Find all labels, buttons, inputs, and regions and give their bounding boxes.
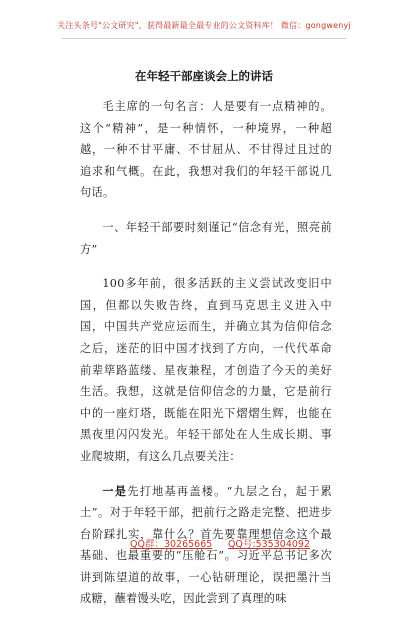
paragraph-intro: 毛主席的一句名言：人是要有一点精神的。这个“精神”，是一种情怀，一种境界，一种超越，一种不甘平庸、不甘屈从、不甘得过且过的追求和气概。在此，我想对我们的年轻干部说几句话。 xyxy=(80,100,332,200)
footer-qq-number[interactable]: QQ号:535304092 xyxy=(227,539,310,550)
paragraph-history: 100多年前，很多活跃的主义尝试改变旧中国，但都以失败告终，直到马克思主义进入中国，中国共产党应运而生，并确立其为信仰信念之后，迷茫的旧中国才找到了方向，一代代革命前辈筚路蓝缕、星夜兼程，才创造了今天的美好生活。我想，这就是信仰信念的力量，它是前行中的一座灯塔，既能在阳光下熠熠生辉，也能在黑夜里闪闪发光。年轻干部处在人生成长期、事业爬坡期，有这么几点要关注： xyxy=(80,277,332,463)
header-divider xyxy=(62,38,346,39)
point-lead-label: 一是 xyxy=(102,483,128,498)
footer xyxy=(130,536,310,550)
header-banner: 关注头条号"公文研究"，获得最新最全最专业的公文资料库！ 微信：gongwenyj xyxy=(57,21,351,30)
section-heading: 一、年轻干部要时刻谨记“信念有光，照亮前方” xyxy=(80,220,332,256)
document-title: 在年轻干部座谈会上的讲话 xyxy=(135,69,273,83)
paragraph-point-one-text: 先打地基再盖楼。“九层之台，起于累土”。对于年轻干部，把前行之路走完整、把进步台阶踩扎实，靠什么？首先要靠理想信念这个最基础、也最重要的“压舱石”。习近平总书记多次讲到陈望道的故事，一心钻研理论，误把墨汁当成糖，蘸着馒头吃，因此尝到了真理的味 xyxy=(80,484,332,606)
footer-qq-group[interactable]: QQ群：30265665 xyxy=(130,539,213,550)
